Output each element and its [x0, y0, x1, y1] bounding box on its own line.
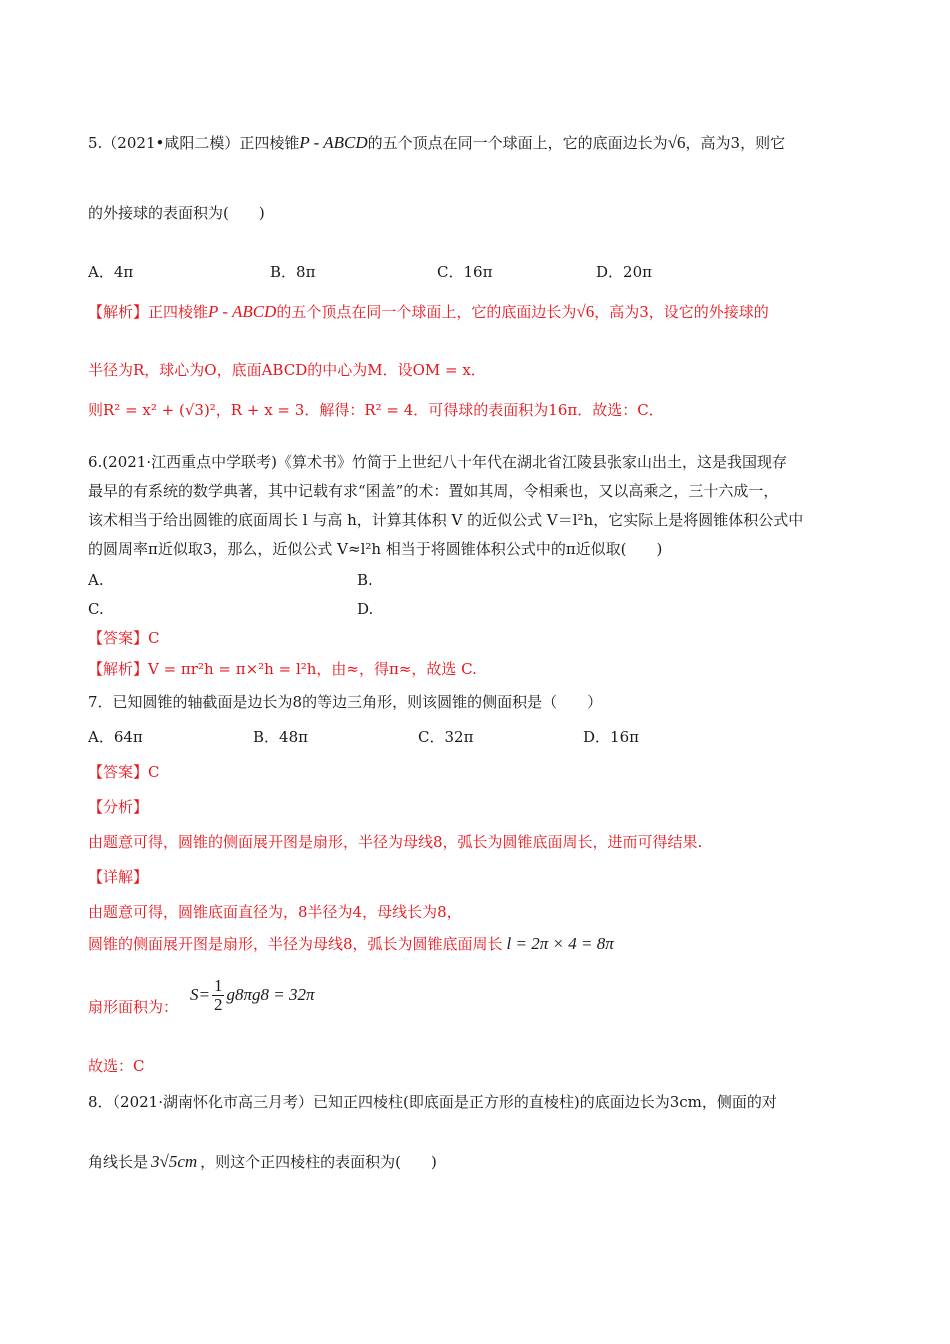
q7-detail-line1: 由题意可得，圆锥底面直径为，8半径为4，母线长为8，	[88, 903, 462, 921]
q7-analysis: 由题意可得，圆锥的侧面展开图是扇形，半径为母线8，弧长为圆锥底面周长，进而可得结果.	[88, 833, 703, 851]
q8-stem-line2: 角线长是 3√5cm ，则这个正四棱柱的表面积为( )	[88, 1152, 437, 1171]
q5-option-c: C．16π	[437, 263, 493, 281]
sqrt6-formula: √6	[667, 133, 686, 152]
pyramid-formula: P - ABCD	[299, 133, 368, 152]
q7-option-d: D．16π	[583, 728, 639, 746]
q7-analysis-title: 【分析】	[88, 798, 149, 816]
q6-answer: 【答案】C	[88, 629, 160, 647]
q5-option-d: D．20π	[596, 263, 652, 281]
q6-stem-line3: 该术相当于给出圆锥的底面周长 l 与高 h，计算其体积 V 的近似公式 V＝l²h，它实际上是将圆锥体积公式中	[88, 511, 804, 529]
q8-stem-line1: 8．（2021·湖南怀化市高三月考）已知正四棱柱(即底面是正方形的直棱柱)的底面边长为3cm，侧面的对	[88, 1093, 777, 1111]
q6-option-b: B.	[357, 571, 373, 589]
q6-stem-line1: 6.(2021·江西重点中学联考)《算术书》竹简于上世纪八十年代在湖北省江陵县张家山出土，这是我国现存	[88, 453, 787, 471]
q6-option-a: A.	[88, 571, 104, 589]
q6-stem-line2: 最早的有系统的数学典著，其中记载有求“囷盖”的术：置如其周，令相乘也，又以高乘之，三十六成一，	[88, 482, 779, 500]
q5-stem-line2: 的外接球的表面积为( )	[88, 204, 265, 222]
q7-detail-title: 【详解】	[88, 868, 149, 886]
q5-stem-line1: 5.（2021•咸阳二模）正四棱锥P - ABCD的五个顶点在同一个球面上，它的底面边长为√6，高为3，则它	[88, 133, 786, 152]
q7-conclusion: 故选：C	[88, 1057, 145, 1075]
q5-solution-line2: 半径为R，球心为O，底面ABCD的中心为M．设OM = x．	[88, 361, 486, 379]
q7-answer: 【答案】C	[88, 763, 160, 781]
q6-option-d: D.	[357, 600, 374, 618]
q7-option-b: B．48π	[253, 728, 308, 746]
half-fraction: $\frac{1}{2}$	[213, 976, 223, 1014]
q6-option-c: C.	[88, 600, 104, 618]
q7-area-formula: S= $\frac{1}{2}$ g8πg8 = 32π	[190, 976, 315, 1014]
q7-option-c: C．32π	[418, 728, 474, 746]
arc-length-formula: l = 2π × 4 = 8π	[506, 934, 614, 953]
q5-option-a: A．4π	[88, 263, 134, 281]
q5-option-b: B．8π	[270, 263, 316, 281]
q6-stem-line4: 的圆周率π近似取3，那么，近似公式 V≈l²h 相当于将圆锥体积公式中的π近似取( )	[88, 540, 663, 558]
q7-option-a: A．64π	[88, 728, 143, 746]
q7-area-label: 扇形面积为：	[88, 998, 179, 1016]
q7-detail-line2: 圆锥的侧面展开图是扇形，半径为母线8，弧长为圆锥底面周长 l = 2π × 4 = 8π	[88, 934, 614, 953]
q7-stem: 7．已知圆锥的轴截面是边长为8的等边三角形，则该圆锥的侧面积是（ ）	[88, 693, 603, 711]
q5-solution-line3: 则R² = x² + (√3)²，R + x = 3．解得：R² = 4．可得球的表面积为16π．故选：C．	[88, 401, 664, 419]
q5-solution-line1: 【解析】正四棱锥P - ABCD的五个顶点在同一个球面上，它的底面边长为√6，高为3，设它的外接球的	[88, 302, 769, 321]
diagonal-formula: 3√5cm	[151, 1152, 198, 1171]
q6-analysis: 【解析】V = πr²h = π×²h = l²h，由≈，得π≈，故选 C.	[88, 660, 477, 678]
